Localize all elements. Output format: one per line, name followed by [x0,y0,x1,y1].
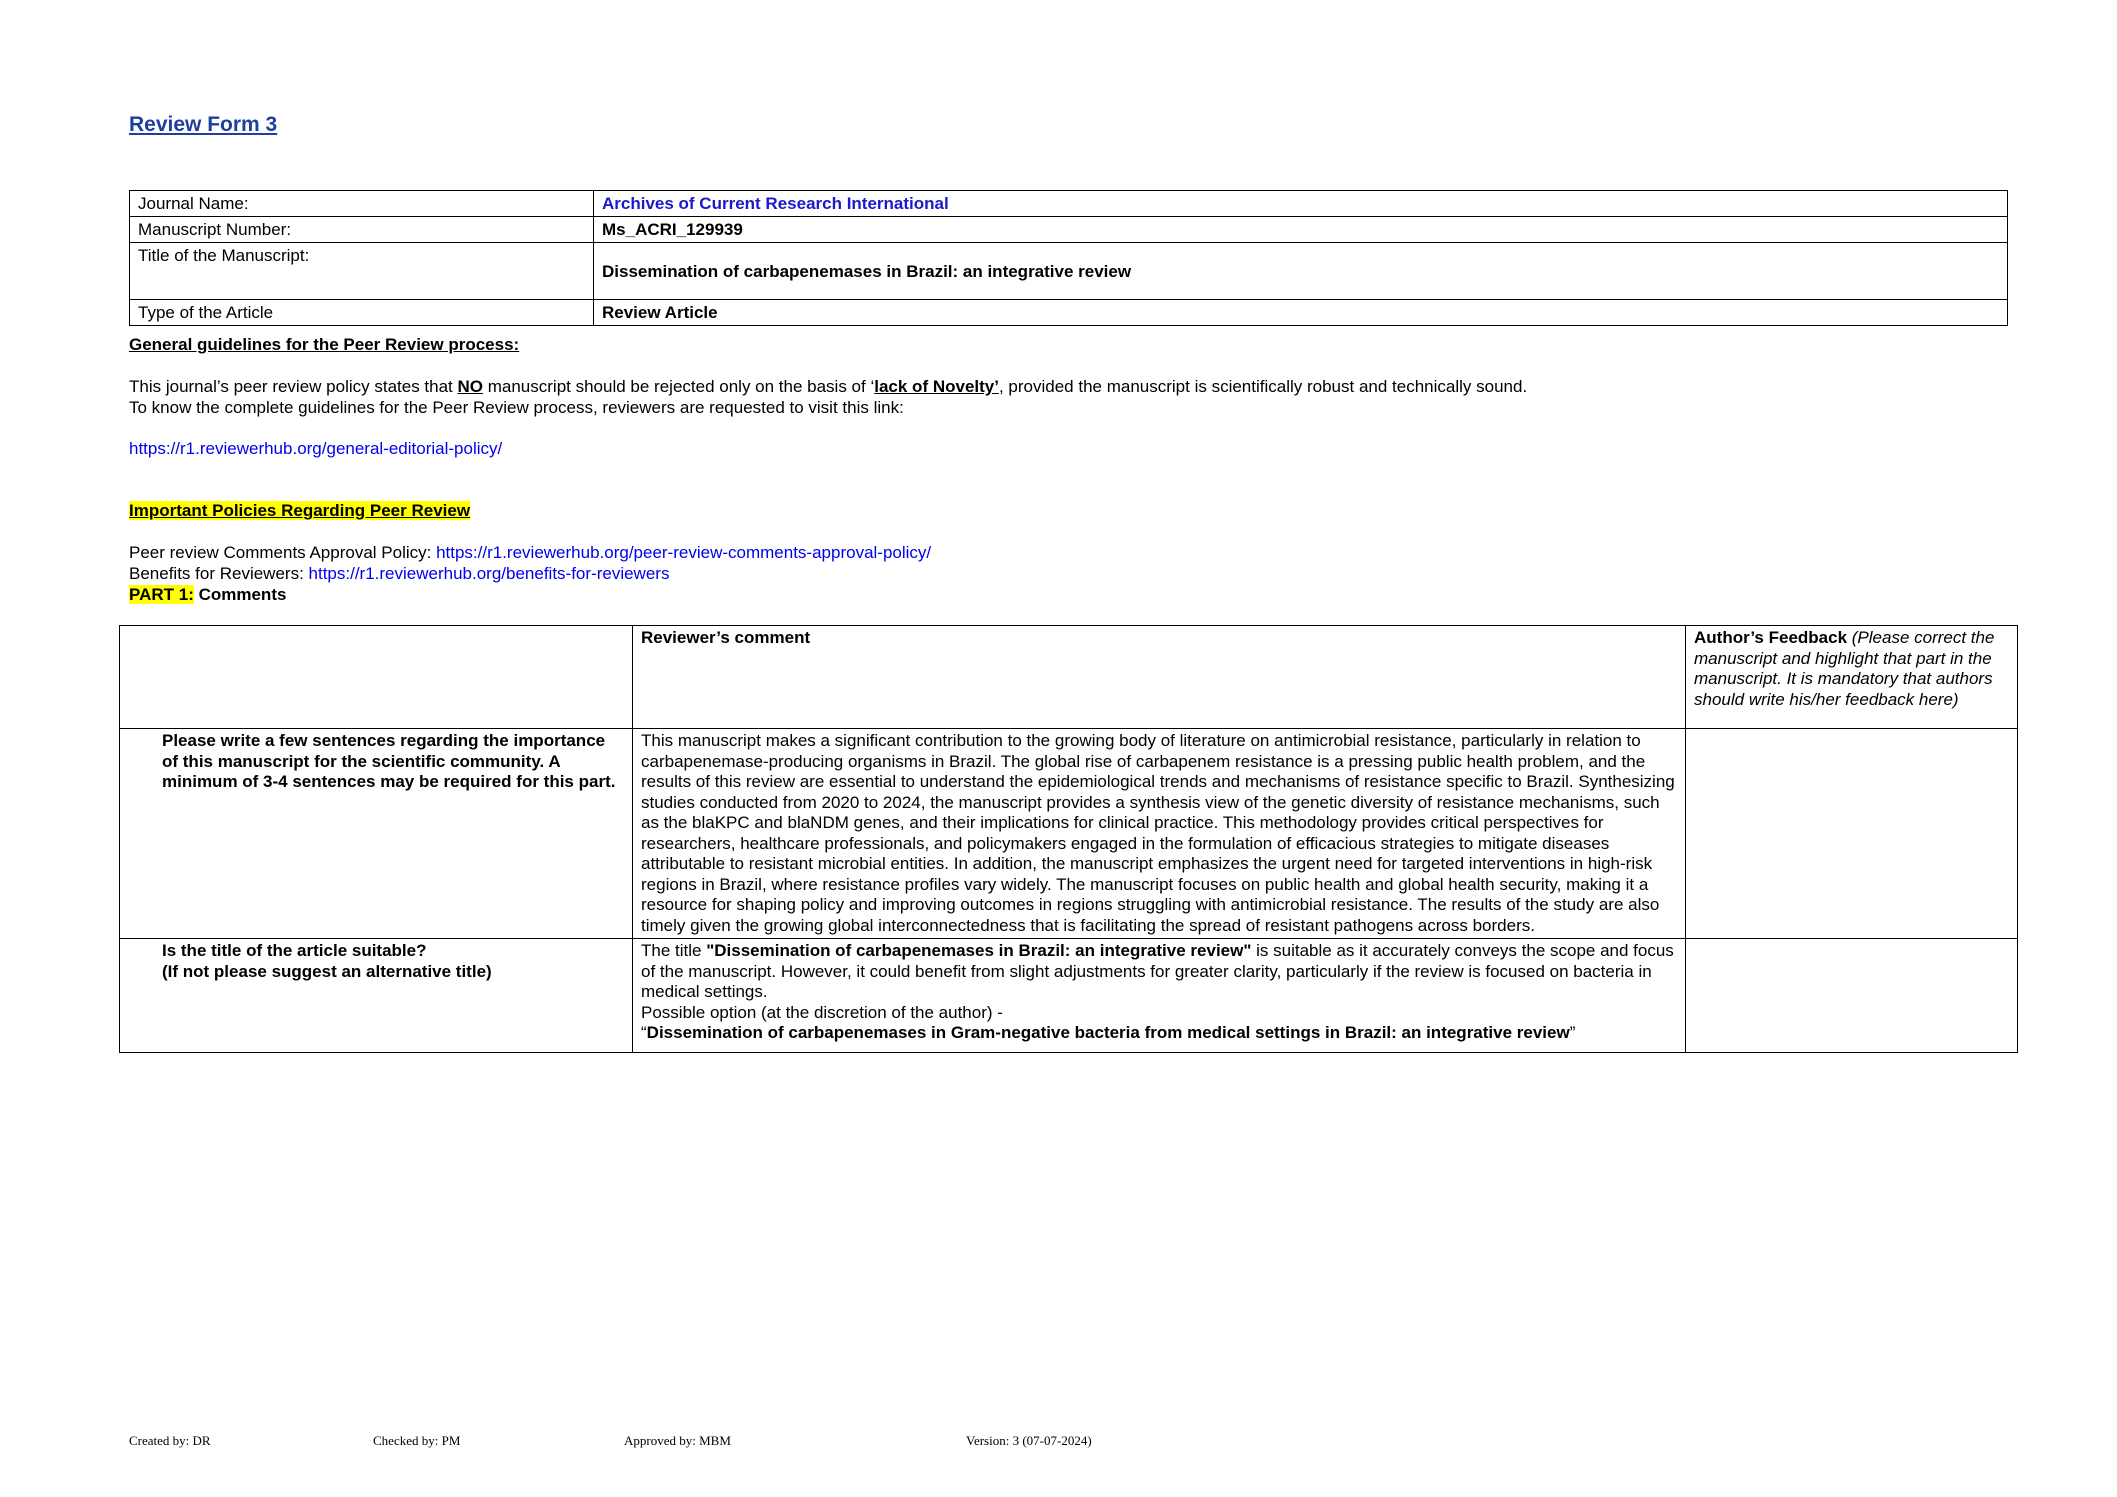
table-row [130,191,2008,217]
reviewer-comment-header: Reviewer’s comment [633,626,1686,729]
manuscript-info-table [129,190,2008,326]
article-type-label: Type of the Article [130,300,594,326]
close-quote: ” [1569,1023,1576,1042]
comments-table [119,625,2018,1053]
title-question-line2: (If not please suggest an alternative title) [162,961,492,981]
approval-policy-link[interactable]: https://r1.reviewerhub.org/peer-review-comments-approval-policy/ [436,543,932,562]
table-row [130,243,2008,300]
table-row [130,300,2008,326]
policy-text-middle: manuscript should be rejected only on the basis of ‘ [483,377,875,396]
policy-statement [129,376,2009,397]
importance-question: Please write a few sentences regarding the importance of this manuscript for the scientific community. A minimum of 3-4 sentences may be required for this part. [120,729,633,939]
footer-created-by: Created by: DR [129,1433,211,1448]
title-comment [633,939,1686,1053]
table-row [130,217,2008,243]
article-type-value: Review Article [594,300,2008,326]
suggested-title: Dissemination of carbapenemases in Gram-negative bacteria from medical settings in Brazil: an integrative review [646,1023,1570,1042]
approval-policy-label: Peer review Comments Approval Policy: [129,543,437,562]
part1-label: PART 1: [129,585,194,604]
approval-policy-line [129,542,931,563]
policy-text-start: This journal’s peer review policy states that [129,377,458,396]
journal-name-label: Journal Name: [130,191,594,217]
policy-text-end: , provided the manuscript is scientifically robust and technically sound. [998,377,1528,396]
lack-of-novelty: lack of Novelty’ [874,377,999,396]
editorial-policy-link[interactable]: https://r1.reviewerhub.org/general-editorial-policy/ [129,439,503,458]
author-feedback-header [1686,626,2018,729]
table-row [120,626,2018,729]
title-comment-start: The title [641,941,707,960]
visit-instruction: To know the complete guidelines for the Peer Review process, reviewers are requested to visit this link: [129,398,904,417]
title-question [120,939,633,1053]
benefits-label: Benefits for Reviewers: [129,564,309,583]
part1-title: Comments [193,585,287,604]
footer-approved-by: Approved by: MBM [624,1433,731,1448]
footer-checked-by: Checked by: PM [373,1433,461,1448]
manuscript-title-label: Title of the Manuscript: [130,243,594,300]
author-feedback-title: Author’s Feedback [1694,628,1848,647]
table-row [120,939,2018,1053]
manuscript-number-label: Manuscript Number: [130,217,594,243]
policy-no: NO [457,377,484,396]
importance-comment: This manuscript makes a significant contribution to the growing body of literature on antimicrobial resistance, particularly in relation to carbapenemase-producing organisms in Brazil. The global rise of carbapenem resistance is a pressing public health problem, and the results of this review are essential to understand the epidemiological trends and mechanisms of resistance specific to Brazil. Synthesizing studies conducted from 2020 to 2024, the manuscript provides a synthesis view of the genetic diversity of resistance mechanisms, such as the blaKPC and blaNDM genes, and their implications for clinical practice. This methodology provides critical perspectives for researchers, healthcare professionals, and policymakers engaged in the formulation of efficacious strategies to mitigate diseases attributable to resistant microbial entities. In addition, the manuscript emphasizes the urgent need for targeted interventions in high-risk regions in Brazil, where resistance profiles vary widely. The manuscript focuses on public health and global health security, making it a resource for shaping policy and improving outcomes in regions struggling with antimicrobial resistance. The results of the study are also timely given the growing global interconnectedness that is facilitating the spread of resistant pathogens across borders. [633,729,1686,939]
footer-version: Version: 3 (07-07-2024) [966,1433,1092,1448]
importance-author-feedback[interactable] [1686,729,2018,939]
journal-name-value: Archives of Current Research International [594,191,2008,217]
header-empty-cell [120,626,633,729]
title-comment-end: is suitable as it accurately conveys the scope and focus of the manuscript. However, it could benefit from slight adjustments for greater clarity, particularly if the review is focused on bacteria in medical settings. [641,941,1674,1001]
title-comment-paragraph [641,941,1677,1003]
table-row [120,729,2018,939]
open-quote: “ [641,1023,647,1042]
important-policies-heading [129,500,470,521]
current-title-quote: "Dissemination of carbapenemases in Brazil: an integrative review" [706,941,1252,960]
title-question-line1: Is the title of the article suitable? [162,941,427,960]
benefits-line [129,563,669,584]
title-author-feedback[interactable] [1686,939,2018,1053]
part1-heading [129,584,286,605]
manuscript-title-value: Dissemination of carbapenemases in Brazil: an integrative review [594,243,2008,300]
suggested-title-line [641,1023,1677,1044]
guidelines-heading: General guidelines for the Peer Review process: [129,335,520,354]
author-feedback-note: (Please correct the manuscript and highlight that part in the manuscript. It is mandatory that authors should write his/her feedback here) [1694,628,1995,709]
form-title[interactable]: Review Form 3 [129,113,278,136]
possible-option-label: Possible option (at the discretion of the author) - [641,1002,1003,1022]
manuscript-number-value: Ms_ACRI_129939 [594,217,2008,243]
important-policies-text: Important Policies Regarding Peer Review [129,501,471,520]
benefits-link[interactable]: https://r1.reviewerhub.org/benefits-for-reviewers [308,564,670,583]
